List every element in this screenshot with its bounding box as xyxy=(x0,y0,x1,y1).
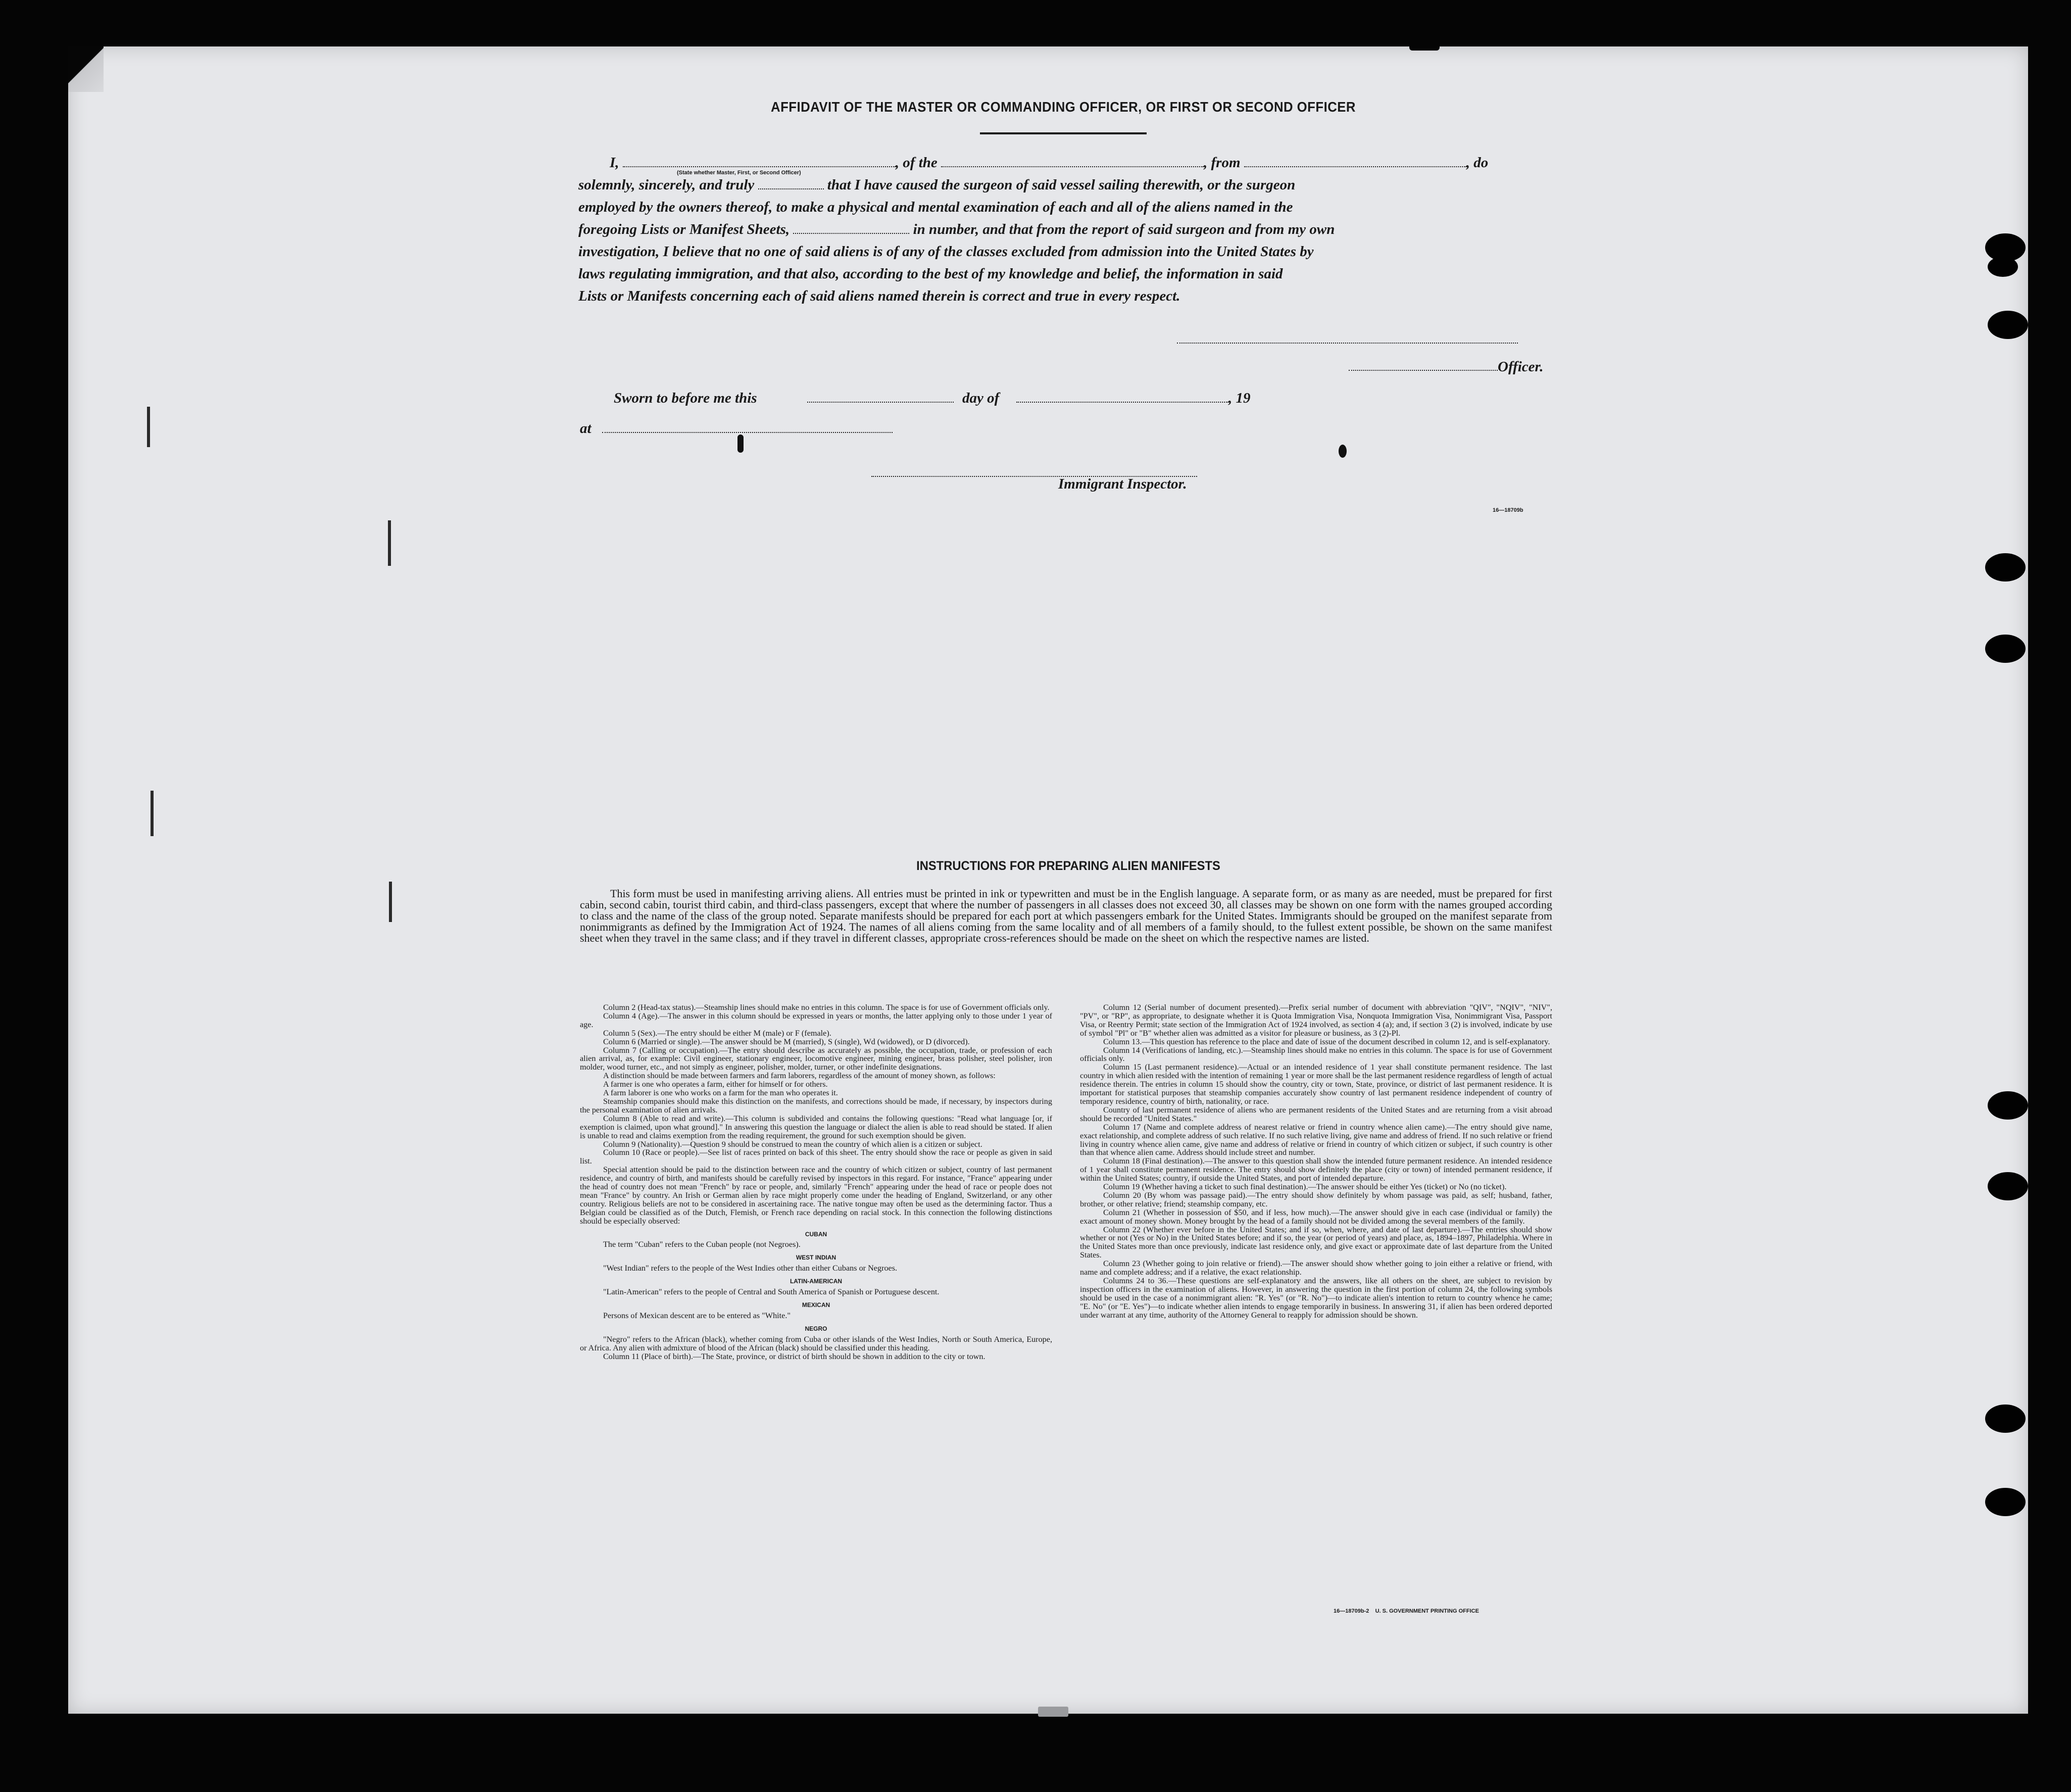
binder-hole xyxy=(1985,1488,2026,1516)
column-instruction: Country of last permanent residence of aliens who are permanent residents of the United States and are returning from a visit abroad should be recorded "United States." xyxy=(1080,1105,1552,1123)
vessel-field[interactable] xyxy=(941,156,1204,167)
column-instruction: Column 14 (Verifications of landing, etc.).—Steamship lines should make no entries in this column. The space is for use of Government officials only. xyxy=(1080,1045,1552,1063)
day-of-label: day of xyxy=(962,390,1000,406)
affidavit-line: investigation, I believe that no one of said aliens is of any of the classes excluded from admission into the United States by xyxy=(578,244,1314,260)
affidavit-line: in number, and that from the report of said surgeon and from my own xyxy=(913,221,1335,237)
race-heading: LATIN-AMERICAN xyxy=(790,1278,843,1285)
at-place-field[interactable] xyxy=(602,432,893,433)
column-instruction: Column 21 (Whether in possession of $50, and if less, how much).—The answer should give in each case (individual or family) the exact amount of money shown. Money brought by the head of a family should not be divided among the several members of the family. xyxy=(1080,1207,1552,1226)
edge-mark xyxy=(151,791,154,836)
affidavit-do: , do xyxy=(1466,155,1489,171)
instructions-right-column xyxy=(1080,1003,1552,1320)
sworn-day-field[interactable] xyxy=(807,402,954,403)
binder-hole xyxy=(1988,257,2018,277)
officer-line[interactable] xyxy=(1349,370,1498,371)
column-instruction: Column 5 (Sex).—The entry should be either M (male) or F (female). xyxy=(603,1028,831,1038)
at-label: at xyxy=(580,420,591,437)
column-instruction: Column 22 (Whether ever before in the United States; and if so, when, where, and date of last departure).—The entries should show whether or not (Yes or No) in the United States before; and if so, the year (or period of years) and place, as, 1894–1897, Philadelphia. Where in the United States more than once previously, indicate last residence only, and give exact or approximate date of last departure from the United States. xyxy=(1080,1225,1552,1260)
affidavit-i: I, xyxy=(610,155,619,171)
column-instruction: Column 18 (Final destination).—The answer to this question shall show the intended future permanent residence. An intended residence of 1 year shall constitute permanent residence. The entry should show definitely the place (city or town) of intended permanent residence, if within the United States; country, if outside the United States, and port of intended departure. xyxy=(1080,1156,1552,1183)
column-instruction: Column 7 (Calling or occupation).—The entry should describe as accurately as possible, the occupation, trade, or profession of each alien arrival, as, for example: Civil engineer, stationary engineer, locomotive engineer, mining engineer, brass polisher, steel polisher, iron molder, wood turner, etc., and not simply as engineer, polisher, molder, turner, or other indefinite designations. xyxy=(580,1045,1052,1072)
column-instruction: Column 9 (Nationality).—Question 9 should be construed to mean the country of which alien is a citizen or subject. xyxy=(603,1139,982,1149)
affidavit-form-number: 16—18709b xyxy=(1493,507,1523,513)
column-instruction: Columns 24 to 36.—These questions are self-explanatory and the answers, like all others on the sheet, are subject to revision by inspection officers in the examination of aliens. However, in answering the question in the first portion of column 24, the following symbols should be used in the case of a nonimmigrant alien: "R. Yes" (or "R. No")—to indicate alien's intention to return to country whence he came; "E. No" (or "E. Yes")—to indicate whether alien intends to engage temporarily in business. In answering 31, if alien has been ordered deported under warrant at any time, authority of the Attorney General to reapply for admission should be shown. xyxy=(1080,1276,1552,1320)
binder-hole xyxy=(1985,635,2026,663)
column-instruction: Column 15 (Last permanent residence).—Actual or an intended residence of 1 year shall constitute permanent residence. The last country in which alien resided with the intention of remaining 1 year or more shall be the last permanent residence regardless of length of actual residence therein. The entries in column 15 should show the country, city or town, State, province, or district of last permanent residence. It is important for statistical purposes that steamship companies accurately show country of last permanent residence independent of country of temporary residence, country of birth, nationality, or race. xyxy=(1080,1062,1552,1106)
column-instruction: Special attention should be paid to the distinction between race and the country of which citizen or subject, country of last permanent residence, and country of birth, and manifests should be carefully revised by inspectors in this regard. For instance, "France" appearing under the head of country does not mean "French" by race or people, and, similarly "French" appearing under the head of race or people does not mean "France" by country. An Irish or German alien by race might properly come under the heading of England, Switzerland, or any other country. Religious beliefs are not to be considered in ascertaining race. The native tongue may often be used as the determining factor. Thus a Belgian could be classified as of the Dutch, Flemish, or French race depending on racial stock. In this connection the following distinctions should be especially observed: xyxy=(580,1165,1052,1226)
binder-hole xyxy=(1988,1172,2028,1200)
edge-mark xyxy=(388,520,391,566)
top-clip-mark xyxy=(1409,42,1440,51)
affidavit-line: foregoing Lists or Manifest Sheets, xyxy=(578,221,790,237)
race-heading: WEST INDIAN xyxy=(796,1254,836,1262)
binder-hole xyxy=(1985,553,2026,582)
column-instruction: Steamship companies should make this distinction on the manifests, and corrections should be made, if necessary, by inspectors during the personal examination of alien arrivals. xyxy=(580,1096,1052,1115)
folded-corner xyxy=(68,46,104,92)
affidavit-line: employed by the owners thereof, to make a physical and mental examination of each and all of the aliens named in the xyxy=(578,199,1293,215)
race-definition: The term "Cuban" refers to the Cuban people (not Negroes). xyxy=(603,1240,801,1249)
rank-note: (State whether Master, First, or Second Officer) xyxy=(677,170,801,176)
form-footer xyxy=(1334,1608,1479,1614)
column-instruction: Column 19 (Whether having a ticket to such final destination).—The answer should be either Yes (ticket) or No (no ticket). xyxy=(1103,1182,1507,1192)
column-instruction: A distinction should be made between farmers and farm laborers, regardless of the amount of money shown, as follows: xyxy=(603,1071,996,1081)
column-instruction: Column 13.—This question has reference to the place and date of issue of the document described in column 12, and is self-explanatory. xyxy=(1103,1037,1550,1046)
sheets-count-field[interactable] xyxy=(793,223,909,234)
race-definition: "Latin-American" refers to the people of Central and South America of Spanish or Portuguese descent. xyxy=(603,1287,940,1297)
column-instruction: Column 23 (Whether going to join relative or friend).—The answer should show whether going to join either a relative or friend, with name and complete address; and if a relative, the exact relationship. xyxy=(1080,1259,1552,1277)
port-field[interactable] xyxy=(1244,156,1466,167)
officer-rank-field[interactable] xyxy=(623,156,896,167)
race-heading: MEXICAN xyxy=(802,1301,830,1309)
officer-label: Officer. xyxy=(1498,359,1544,375)
binder-hole xyxy=(1985,1404,2026,1433)
column-instruction: Column 17 (Name and complete address of nearest relative or friend in country whence alien came).—The entry should give name, exact relationship, and complete address of such relative. If no such relative living, give name and address of friend. If no such relative or friend living in country whence alien came, give name and address of relative or friend in country of which citizen or subject, if such country is other than that whence alien came. Address should include street and number. xyxy=(1080,1122,1552,1157)
binder-hole xyxy=(1988,1091,2028,1120)
edge-mark xyxy=(389,882,392,922)
affidavit-line: Lists or Manifests concerning each of said aliens named therein is correct and true in every respect. xyxy=(578,288,1180,304)
column-instruction: Column 10 (Race or people).—See list of races printed on back of this sheet. The entry should show the race or people as given in said list. xyxy=(580,1148,1052,1166)
binder-hole xyxy=(1988,311,2028,339)
sworn-label: Sworn to before me this xyxy=(614,390,757,406)
column-instruction: A farmer is one who operates a farm, either for himself or for others. xyxy=(603,1080,828,1089)
column-instruction: Column 2 (Head-tax status).—Steamship lines should make no entries in this column. The space is for use of Government officials only. xyxy=(603,1003,1050,1012)
affidavit-of-the: , of the xyxy=(895,155,938,171)
inspector-label: Immigrant Inspector. xyxy=(1058,476,1187,492)
affidavit-line: that I have caused the surgeon of said vessel sailing therewith, or the surgeon xyxy=(827,177,1296,193)
affidavit-line: laws regulating immigration, and that also, according to the best of my knowledge and belief, the information in said xyxy=(578,266,1283,282)
race-heading: NEGRO xyxy=(805,1325,827,1332)
ink-speck xyxy=(1339,445,1347,458)
column-instruction: Column 6 (Married or single).—The answer should be M (married), S (single), Wd (widowed), or D (divorced). xyxy=(603,1037,970,1046)
year-label: , 19 xyxy=(1228,390,1251,406)
race-definition: Persons of Mexican descent are to be entered as "White." xyxy=(603,1311,791,1320)
title-underline xyxy=(980,132,1147,134)
race-definition: "West Indian" refers to the people of the West Indies other than either Cubans or Negroes. xyxy=(603,1264,898,1273)
column-instruction: Column 12 (Serial number of document presented).—Prefix serial number of document with abbreviation "QIV", "NQIV", "NIV", "PV", or "RP", as appropriate, to designate whether it is Quota Immigration Visa, Nonquota Immigration Visa, Nonimmigrant Visa, Passport Visa, or Reentry Permit; state section of the Immigration Act of 1924 involved, as section 4 (a); and, if section 3 (2) is involved, indicate by use of symbol "Pl" or "B" whether alien was admitted as a visitor for pleasure or business, as 3 (2)-Pl. xyxy=(1080,1003,1552,1038)
race-definition: "Negro" refers to the African (black), whether coming from Cuba or other islands of the West Indies, North or South America, Europe, or Africa. Any alien with admixture of blood of the African (black) should be classified under this heading. xyxy=(580,1334,1052,1352)
column-instruction: Column 8 (Able to read and write).—This column is subdivided and contains the following questions: "Read what language [or, if exemption is claimed, upon what ground]." In answering this question the language or dialect the alien is able to read should be stated. If alien is unable to read and claims exemption from the reading requirement, the ground for such exemption should be given. xyxy=(580,1113,1052,1140)
affidavit-line: solemnly, sincerely, and truly xyxy=(578,177,755,193)
column-instruction: Column 20 (By whom was passage paid).—The entry should show definitely by whom passage was paid, as self; husband, father, brother, or other relative; friend; steamship company, etc. xyxy=(1080,1190,1552,1208)
column-instruction: Column 4 (Age).—The answer in this column should be expressed in years or months, the latter applying only to those under 1 year of age. xyxy=(580,1011,1052,1029)
ink-speck xyxy=(737,434,744,453)
printing-office: U. S. GOVERNMENT PRINTING OFFICE xyxy=(1375,1608,1479,1614)
affidavit-from: , from xyxy=(1204,155,1241,171)
instructions-intro: This form must be used in manifesting arriving aliens. All entries must be printed in ink or typewritten and must be in the English language. A separate form, or as many as are needed, must be prepared for first cabin, second cabin, tourist third cabin, and third-class passengers, except that where the number of passengers in all classes does not exceed 30, all classes may be shown on one form with the names grouped according to class and the name of the class of the group noted. Separate manifests should be prepared for each port at which passengers embark for the United States. Immigrants should be grouped on the manifest separate from nonimmigrants as defined by the Immigration Act of 1924. The names of all aliens coming from the same locality and of all members of a family should, to the fullest extent possible, be shown on the same manifest sheet when they travel in the same class; and if they travel in different classes, appropriate cross-references should be made on the sheet on which the respective names are listed. xyxy=(580,887,1552,944)
affidavit-title: AFFIDAVIT OF THE MASTER OR COMMANDING OFFICER, OR FIRST OR SECOND OFFICER xyxy=(771,99,1356,115)
bottom-clip-mark xyxy=(1038,1707,1068,1717)
race-heading: CUBAN xyxy=(805,1230,827,1238)
instructions-left-column xyxy=(580,1003,1052,1361)
instructions-title: INSTRUCTIONS FOR PREPARING ALIEN MANIFESTS xyxy=(916,859,1220,873)
edge-mark xyxy=(147,407,150,447)
column-instruction: Column 11 (Place of birth).—The State, province, or district of birth should be shown in addition to the city or town. xyxy=(603,1351,985,1361)
column-instruction: A farm laborer is one who works on a farm for the man who operates it. xyxy=(603,1088,838,1098)
instructions-form-number: 16—18709b-2 xyxy=(1334,1608,1369,1614)
signature-line[interactable] xyxy=(1177,343,1518,344)
solemn-field[interactable] xyxy=(758,178,824,189)
sworn-month-field[interactable] xyxy=(1016,402,1228,403)
